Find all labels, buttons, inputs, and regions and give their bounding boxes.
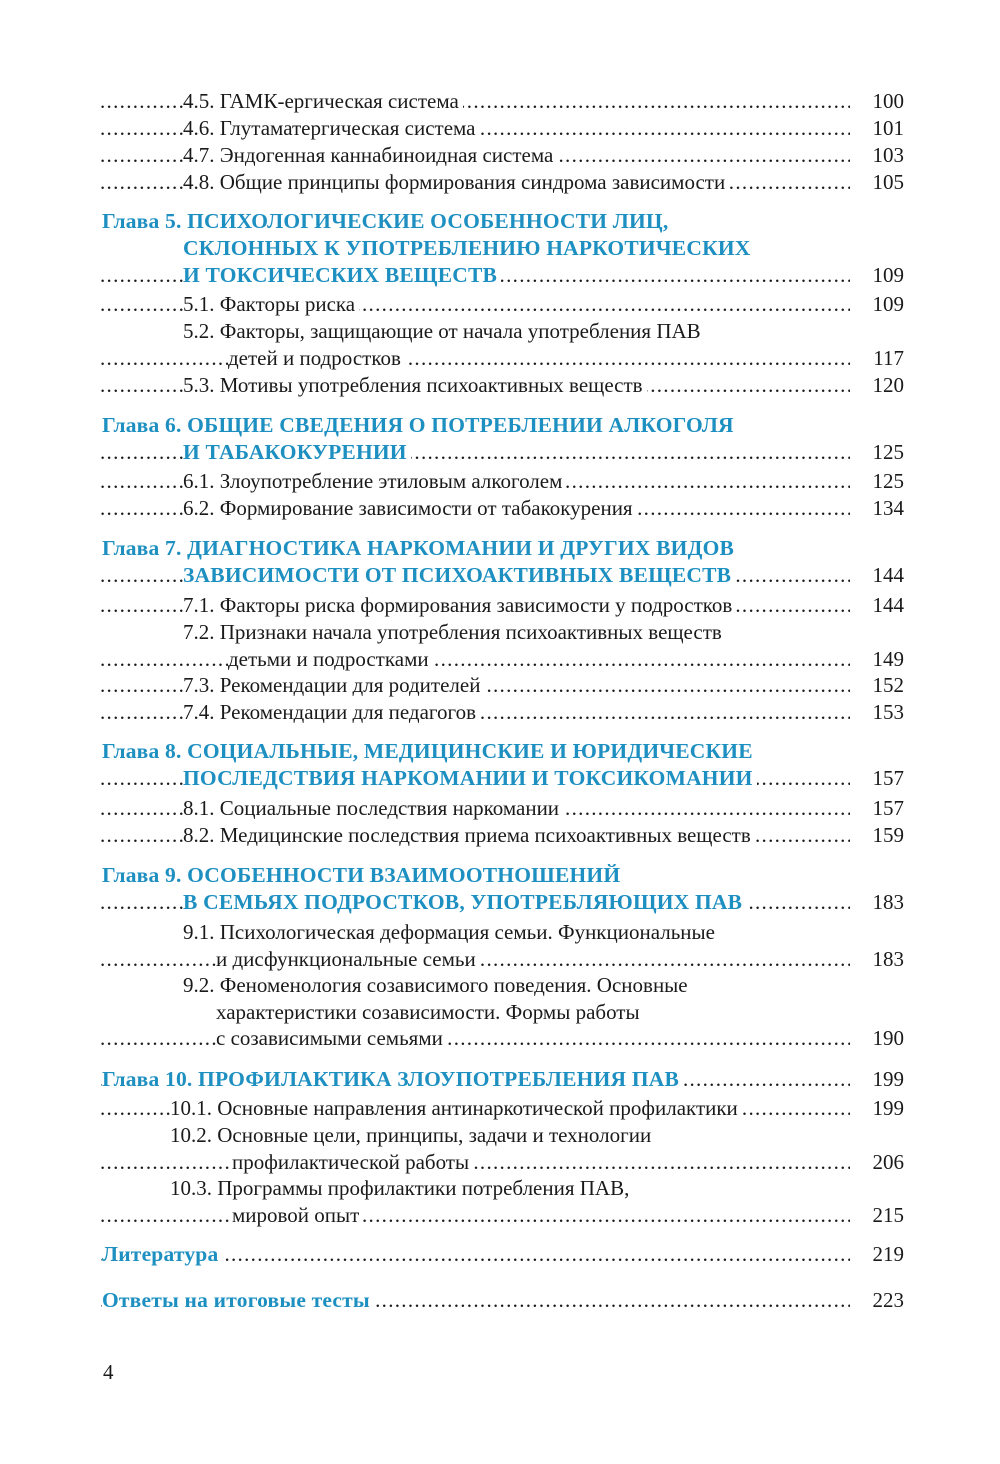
- toc-entry-title: 6.1. Злоупотребление этиловым алкоголем: [183, 468, 566, 495]
- toc-entry[interactable]: [0, 672, 1000, 699]
- toc-entry-title: 4.5. ГАМК-ергическая система: [183, 88, 463, 115]
- toc-page-number: 144: [850, 562, 904, 589]
- toc-entry-title: 4.7. Эндогенная каннабиноидная система: [183, 142, 557, 169]
- toc-entry-line[interactable]: [0, 1175, 1000, 1202]
- chapter-title: В СЕМЬЯХ ПОДРОСТКОВ, УПОТРЕБЛЯЮЩИХ ПАВ: [183, 889, 746, 916]
- toc-entry-title: 8.1. Социальные последствия наркомании: [183, 795, 563, 822]
- toc-entry[interactable]: [0, 468, 1000, 495]
- toc-chapter-entry[interactable]: [0, 262, 1000, 289]
- toc-entry[interactable]: [0, 795, 1000, 822]
- toc-entry[interactable]: [0, 1095, 1000, 1122]
- dot-leader: [100, 646, 862, 673]
- toc-entry[interactable]: [0, 88, 1000, 115]
- chapter-title: И ТОКСИЧЕСКИХ ВЕЩЕСТВ: [183, 262, 501, 289]
- chapter-title: Глава 5. ПСИХОЛОГИЧЕСКИЕ ОСОБЕННОСТИ ЛИЦ,: [102, 208, 672, 235]
- toc-page-number: 157: [850, 765, 904, 792]
- toc-chapter-entry[interactable]: [0, 889, 1000, 916]
- dot-leader: [100, 946, 862, 973]
- toc-chapter-entry[interactable]: [0, 439, 1000, 466]
- toc-entry[interactable]: [0, 1202, 1000, 1229]
- toc-entry-title: 10.3. Программы профилактики потребления ПАВ,: [170, 1175, 633, 1202]
- toc-page-number: 144: [850, 592, 904, 619]
- toc-entry-line[interactable]: [0, 999, 1000, 1026]
- toc-entry-title: 7.2. Признаки начала употребления психоактивных веществ: [183, 619, 726, 646]
- chapter-title: Глава 8. СОЦИАЛЬНЫЕ, МЕДИЦИНСКИЕ И ЮРИДИЧЕСКИЕ: [102, 738, 757, 765]
- chapter-title: ЗАВИСИМОСТИ ОТ ПСИХОАКТИВНЫХ ВЕЩЕСТВ: [183, 562, 735, 589]
- toc-chapter-line[interactable]: [0, 412, 1000, 439]
- toc-page-number: 157: [850, 795, 904, 822]
- toc-page-number: 215: [850, 1202, 904, 1229]
- toc-entry-title: 10.1. Основные направления антинаркотической профилактики: [170, 1095, 742, 1122]
- toc-page-number: 183: [850, 946, 904, 973]
- toc-page-number: 159: [850, 822, 904, 849]
- toc-entry-title: с созависимыми семьями: [216, 1025, 447, 1052]
- toc-page-number: 103: [850, 142, 904, 169]
- toc-page-number: 199: [850, 1095, 904, 1122]
- chapter-title: И ТАБАКОКУРЕНИИ: [183, 439, 411, 466]
- chapter-title: Глава 6. ОБЩИЕ СВЕДЕНИЯ О ПОТРЕБЛЕНИИ АЛКОГОЛЯ: [102, 412, 738, 439]
- toc-entry-title: 5.3. Мотивы употребления психоактивных веществ: [183, 372, 647, 399]
- toc-page-number: 125: [850, 468, 904, 495]
- chapter-title: ПОСЛЕДСТВИЯ НАРКОМАНИИ И ТОКСИКОМАНИИ: [183, 765, 757, 792]
- toc-page-number: 223: [850, 1287, 904, 1314]
- toc-entry-line[interactable]: [0, 318, 1000, 345]
- toc-page-number: 125: [850, 439, 904, 466]
- toc-chapter-line[interactable]: [0, 235, 1000, 262]
- toc-entry[interactable]: [0, 495, 1000, 522]
- toc-entry-title: 7.1. Факторы риска формирования зависимости у подростков: [183, 592, 736, 619]
- toc-page-number: 134: [850, 495, 904, 522]
- toc-entry-title: 4.8. Общие принципы формирования синдрома зависимости: [183, 169, 729, 196]
- toc-entry-line[interactable]: [0, 619, 1000, 646]
- toc-entry-line[interactable]: [0, 1122, 1000, 1149]
- toc-entry[interactable]: [0, 1025, 1000, 1052]
- chapter-title: Глава 9. ОСОБЕННОСТИ ВЗАИМООТНОШЕНИЙ: [102, 862, 624, 889]
- toc-page-number: 109: [850, 291, 904, 318]
- toc-chapter-entry[interactable]: [0, 1287, 1000, 1314]
- toc-entry-line[interactable]: [0, 919, 1000, 946]
- dot-leader: [100, 1149, 862, 1176]
- toc-chapter-entry[interactable]: [0, 1066, 1000, 1093]
- toc-entry-title: 5.1. Факторы риска: [183, 291, 359, 318]
- toc-entry[interactable]: [0, 646, 1000, 673]
- toc-page-number: 199: [850, 1066, 904, 1093]
- toc-entry[interactable]: [0, 115, 1000, 142]
- toc-page-number: 190: [850, 1025, 904, 1052]
- toc-entry-title: 9.2. Феноменология созависимого поведения. Основные: [183, 972, 692, 999]
- toc-chapter-entry[interactable]: [0, 1241, 1000, 1268]
- toc-entry-title: детей и подростков: [228, 345, 405, 372]
- chapter-title: Литература: [102, 1241, 222, 1268]
- toc-entry-title: 8.2. Медицинские последствия приема психоактивных веществ: [183, 822, 755, 849]
- toc-page-number: 105: [850, 169, 904, 196]
- toc-chapter-line[interactable]: [0, 862, 1000, 889]
- dot-leader: [100, 1025, 862, 1052]
- toc-entry-title: 7.4. Рекомендации для педагогов: [183, 699, 480, 726]
- toc-entry-title: 7.3. Рекомендации для родителей: [183, 672, 484, 699]
- toc-entry-title: мировой опыт: [232, 1202, 363, 1229]
- toc-entry-title: 10.2. Основные цели, принципы, задачи и технологии: [170, 1122, 655, 1149]
- toc-entry[interactable]: [0, 822, 1000, 849]
- toc-chapter-line[interactable]: [0, 535, 1000, 562]
- toc-page-number: 152: [850, 672, 904, 699]
- toc-page-number: 117: [850, 345, 904, 372]
- chapter-title: СКЛОННЫХ К УПОТРЕБЛЕНИЮ НАРКОТИЧЕСКИХ: [183, 235, 755, 262]
- toc-entry[interactable]: [0, 592, 1000, 619]
- toc-entry-title: профилактической работы: [232, 1149, 473, 1176]
- chapter-title: Ответы на итоговые тесты: [102, 1287, 374, 1314]
- toc-entry-title: и дисфункциональные семьи: [216, 946, 480, 973]
- toc-chapter-entry[interactable]: [0, 765, 1000, 792]
- toc-page-number: 101: [850, 115, 904, 142]
- toc-chapter-line[interactable]: [0, 208, 1000, 235]
- toc-entry-title: характеристики созависимости. Формы работы: [216, 999, 644, 1026]
- toc-entry[interactable]: [0, 699, 1000, 726]
- toc-page-number: 120: [850, 372, 904, 399]
- chapter-title: Глава 10. ПРОФИЛАКТИКА ЗЛОУПОТРЕБЛЕНИЯ ПАВ: [102, 1066, 683, 1093]
- toc-entry[interactable]: [0, 946, 1000, 973]
- toc-entry[interactable]: [0, 372, 1000, 399]
- toc-entry-title: 9.1. Психологическая деформация семьи. Функциональные: [183, 919, 719, 946]
- toc-chapter-entry[interactable]: [0, 562, 1000, 589]
- toc-page-number: 219: [850, 1241, 904, 1268]
- toc-entry[interactable]: [0, 291, 1000, 318]
- toc-page-number: 153: [850, 699, 904, 726]
- toc-entry-title: 5.2. Факторы, защищающие от начала употребления ПАВ: [183, 318, 705, 345]
- toc-entry-title: детьми и подростками: [228, 646, 433, 673]
- toc-entry[interactable]: [0, 345, 1000, 372]
- toc-page-number: 206: [850, 1149, 904, 1176]
- page-number: 4: [103, 1360, 114, 1384]
- toc-entry[interactable]: [0, 142, 1000, 169]
- toc-entry[interactable]: [0, 169, 1000, 196]
- dot-leader: [100, 1202, 862, 1229]
- toc-page-number: 149: [850, 646, 904, 673]
- toc-page-number: 183: [850, 889, 904, 916]
- toc-entry[interactable]: [0, 1149, 1000, 1176]
- toc-page-number: 109: [850, 262, 904, 289]
- toc-entry-title: 6.2. Формирование зависимости от табакокурения: [183, 495, 637, 522]
- dot-leader: [100, 345, 862, 372]
- toc-page-number: 100: [850, 88, 904, 115]
- toc-entry-line[interactable]: [0, 972, 1000, 999]
- toc-entry-title: 4.6. Глутаматергическая система: [183, 115, 480, 142]
- toc-chapter-line[interactable]: [0, 738, 1000, 765]
- chapter-title: Глава 7. ДИАГНОСТИКА НАРКОМАНИИ И ДРУГИХ ВИДОВ: [102, 535, 738, 562]
